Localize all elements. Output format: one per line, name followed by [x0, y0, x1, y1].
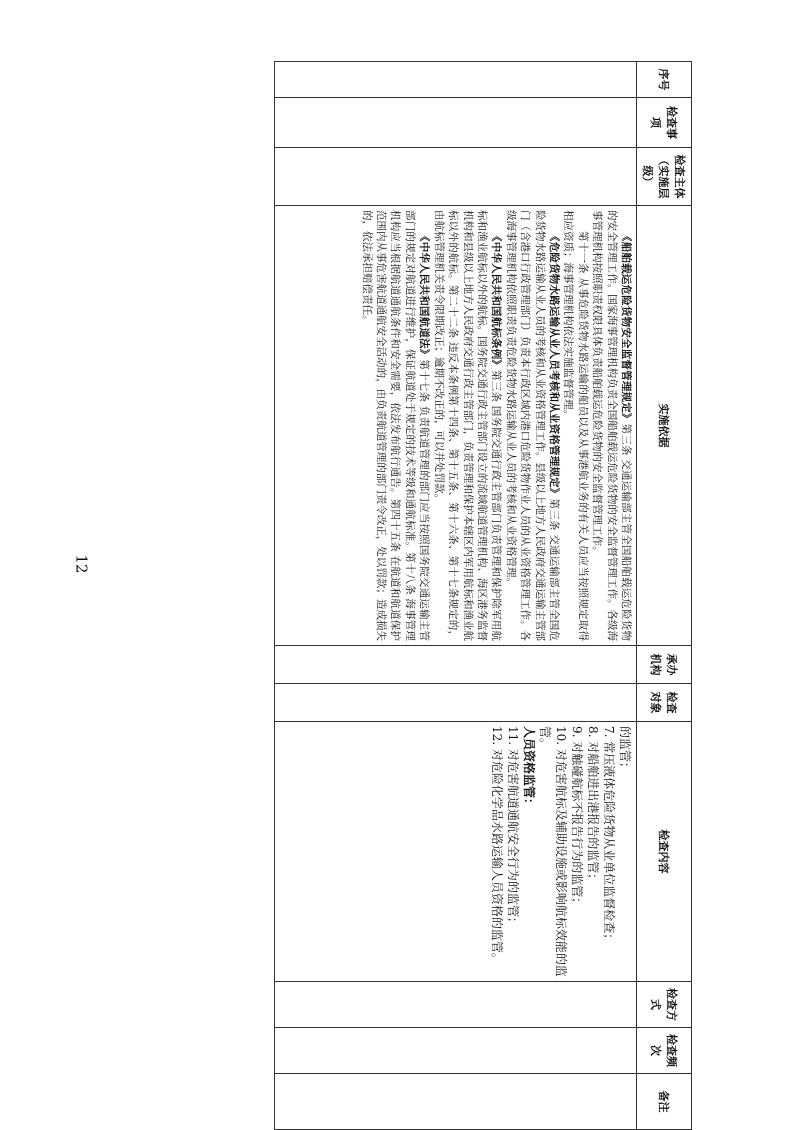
cell-item	[275, 98, 637, 148]
basis-paragraph: 第十一条 从事危险货物水路运输的船员以及从事港航业务的有关人员应当按照规定取得相应资质；海事管理机构依法实施监督管理。	[562, 210, 589, 641]
table-row	[275, 62, 637, 1130]
content-item: 11. 对危害航道通航安全行为的监管；	[506, 726, 520, 929]
header-remark: 备注	[637, 1074, 692, 1130]
cell-content	[275, 722, 637, 982]
page-number: 12	[72, 554, 91, 574]
header-object: 检查对象	[637, 684, 692, 722]
content-item: 9. 对触碰航标不报告行为的监管；	[570, 726, 584, 910]
header-basis: 实施依据	[637, 206, 692, 646]
table-header-row	[637, 62, 692, 1130]
header-item: 检查事项	[637, 98, 692, 148]
cell-org	[275, 646, 637, 684]
cell-seq	[275, 62, 637, 98]
cell-object	[275, 684, 637, 722]
content-item: 8. 对船舶进出港报告的监管；	[586, 726, 600, 886]
basis-paragraph: 《中华人民共和国航标条例》第三条 国务院交通行政主管部门负责管理和保护除军用航标和渔业航标以外的航标。国务院交通行政主管部门设立的流域航道管理机构、海区港务监督机构和县级以上地方人民政府交通行政主管部门，负责管理和保护本辖区内军用航标和渔业航标以外的航标。第二十二条 违反本条例第十四条、第十五条、第十六条、第十七条规定的，由航标管理机关责令限期改正；逾期不改正的，可以并处罚款。	[432, 210, 503, 641]
header-content: 检查内容	[637, 722, 692, 982]
header-frequency: 检查频次	[637, 1028, 692, 1074]
cell-frequency	[275, 1028, 637, 1074]
basis-paragraph: 《船舶载运危险货物安全监督管理规定》第三条 交通运输部主管全国船舶载运危险货物的安全管理工作。国家海事管理机构负责全国船舶载运危险货物的安全监督管理工作。各级海事管理机构按照职责权限具体负责船舶载运危险货物的安全监督管理工作。	[591, 210, 632, 642]
header-seq: 序号	[637, 62, 692, 98]
cell-basis	[275, 206, 637, 646]
header-subject: 检查主体（实施层级）	[637, 148, 692, 206]
cell-remark	[275, 1074, 637, 1130]
content-item: 的监管；	[618, 726, 632, 775]
header-org: 承办机构	[637, 646, 692, 684]
cell-method	[275, 982, 637, 1028]
content-item: 10. 对危害航标及辅助设施或影响航标效能的监管。	[538, 726, 568, 977]
content-item: 7. 常压液体危险货物从业单位监督检查；	[602, 726, 616, 946]
content-section-heading: 人员资格监管：	[522, 726, 536, 811]
inspection-table	[274, 61, 692, 1130]
content-item: 12. 对危险化学品水路运输人员资格的监管。	[490, 726, 504, 965]
basis-paragraph: 《中华人民共和国航道法》第十七条 负责航道管理的部门应当按照国务院交通运输主管部门的规定对航道进行维护，保证航道处于规定的技术等级和通航标准。第十八条 海事管理机构应当根据航道通航条件和安全需要，依法发布航行通告。第四十五条 在航道和航道保护范围内从事危害航道通航安全活动的，由负责航道管理的部门责令改正，处以罚款；造成损失的，依法承担赔偿责任。	[360, 210, 431, 641]
cell-subject	[275, 148, 637, 206]
basis-paragraph: 《危险货物水路运输从业人员考核和从业资格管理规定》第三条 交通运输部主管全国危险货物水路运输从业人员的考核和从业资格管理工作。县级以上地方人民政府交通运输主管部门（含港口行政管理部门）负责本行政区域内港口危险货物作业人员的从业资格管理工作。各级海事管理机构依照职责负责危险货物水路运输从业人员的考核和从业资格管理。	[504, 210, 560, 642]
header-method: 检查方式	[637, 982, 692, 1028]
inspection-table-container	[274, 61, 692, 1129]
